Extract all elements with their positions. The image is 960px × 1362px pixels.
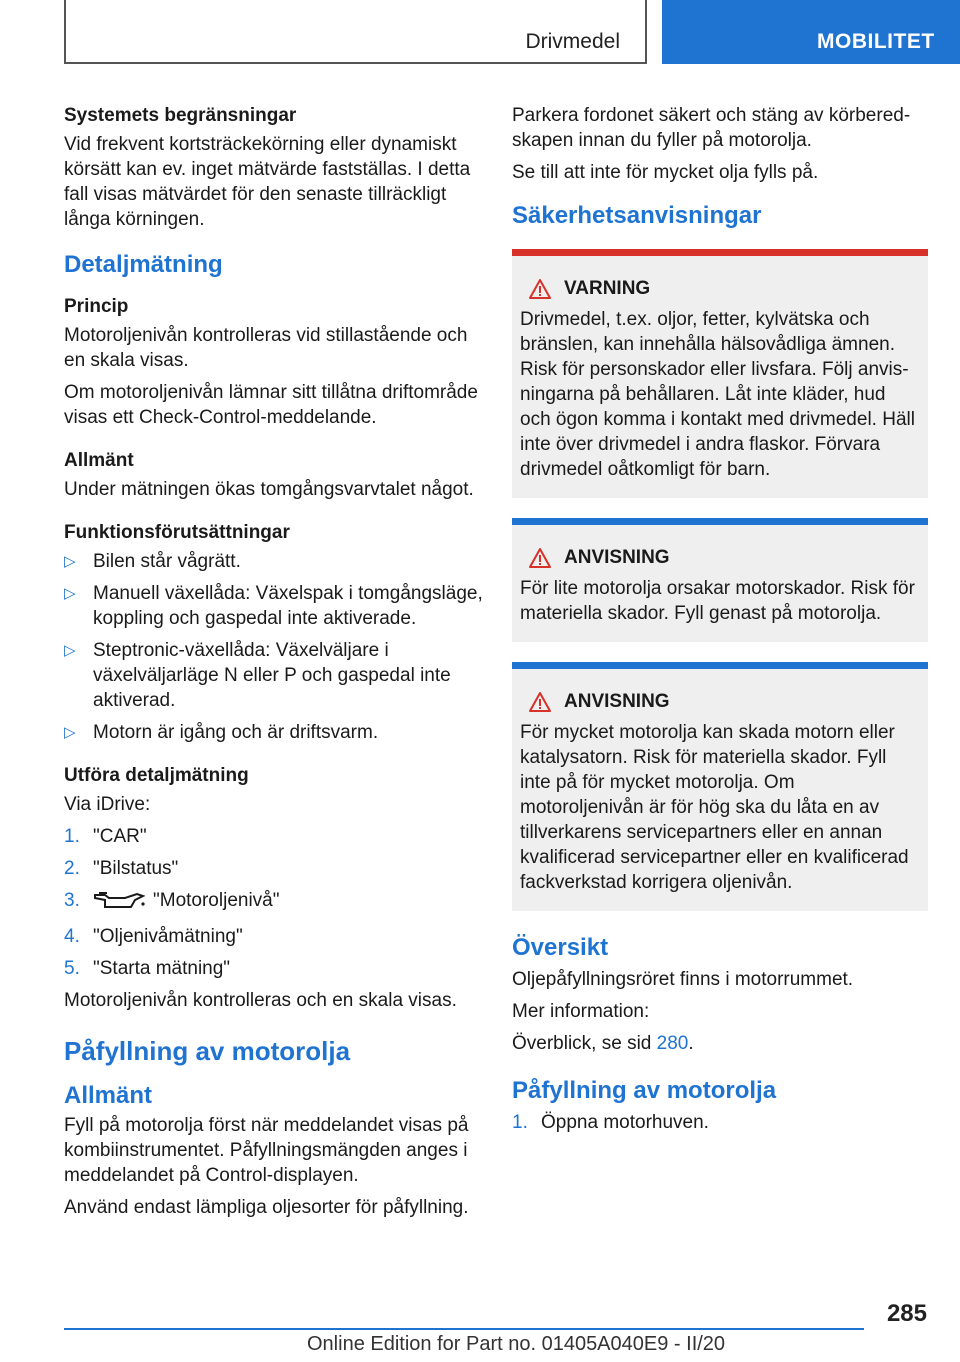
requirements-list	[64, 549, 484, 745]
overview-text-2: Mer information:	[512, 1001, 650, 1022]
list-item	[64, 638, 484, 713]
list-item	[64, 924, 484, 949]
header-section-title: Drivmedel	[525, 30, 620, 53]
step-text: "Starta mätning"	[93, 958, 231, 979]
system-limits-title: Systemets begränsningar	[64, 105, 297, 126]
oil-can-icon	[93, 890, 145, 917]
list-item-text: Manuell växellåda: Växelspak i tomgångsläge, koppling och gaspedal inte aktiverade.	[93, 583, 483, 629]
header-frame	[64, 0, 647, 64]
notice-triangle-icon	[528, 691, 552, 713]
intro-text-2: Se till att inte för mycket olja fylls på.	[512, 162, 819, 183]
step-number: 1.	[64, 826, 80, 847]
principle-text-2: Om motoroljenivån lämnar sitt tillåtna driftområde visas ett Check-Control-meddelande.	[64, 382, 478, 428]
oil-fill-general-heading: Allmänt	[64, 1082, 153, 1109]
list-item	[64, 956, 484, 981]
oil-fill-heading: Påfyllning av motorolja	[64, 1036, 351, 1066]
step-number: 4.	[64, 926, 80, 947]
list-item-text: Motorn är igång och är driftsvarm.	[93, 722, 379, 743]
system-limits-text: Vid frekvent kortsträckekörning eller dynamiskt körsätt kan ev. inget mätvärde fastställas. I detta fall visas mätvärdet för den senaste tillräckligt långa körningen.	[64, 134, 471, 230]
step-text: "CAR"	[93, 826, 147, 847]
step-number: 5.	[64, 958, 80, 979]
page-number: 285	[886, 1300, 927, 1327]
intro-text-1: Parkera fordonet säkert och stäng av körberedskapen innan du fyller på motorolja.	[512, 105, 911, 151]
list-item-text: Bilen står vågrätt.	[93, 551, 241, 572]
oil-fill-text-2: Använd endast lämpliga oljesorter för påfyllning.	[64, 1197, 469, 1218]
detail-measurement-heading: Detaljmätning	[64, 251, 223, 278]
overview-heading: Översikt	[512, 934, 609, 961]
notice-title: ANVISNING	[564, 691, 670, 712]
notice-text: För mycket motorolja kan skada motorn eller katalysatorn. Risk för materiella skador. Fyll inte på för mycket motorolja. Om motoroljenivån är för hög ska du låta en av tillverkarens servicepartners eller en annan kvalificerad servicepartner eller en kvalificerad fackverkstad korrigera oljenivån.	[520, 722, 909, 893]
bullet-triangle-icon: ▷	[64, 724, 76, 741]
result-text: Motoroljenivån kontrolleras och en skala visas.	[64, 990, 457, 1011]
step-text: "Oljenivåmätning"	[93, 926, 243, 947]
notice-triangle-icon	[528, 547, 552, 569]
list-item	[64, 549, 484, 574]
step-text: "Motoroljenivå"	[153, 890, 280, 911]
notice-box	[512, 662, 928, 911]
general-text: Under mätningen ökas tomgångsvarvtalet något.	[64, 479, 474, 500]
perform-title: Utföra detaljmätning	[64, 765, 249, 786]
step-number: 3.	[64, 890, 80, 911]
safety-heading: Säkerhetsanvisningar	[512, 202, 762, 229]
step-text: Öppna motorhuven.	[541, 1112, 709, 1133]
bullet-triangle-icon: ▷	[64, 585, 76, 602]
step-number: 2.	[64, 858, 80, 879]
oil-fill-heading-right: Påfyllning av motorolja	[512, 1077, 777, 1104]
bullet-triangle-icon: ▷	[64, 642, 76, 659]
notice-title-row	[520, 545, 920, 570]
notice-box	[512, 518, 928, 642]
notice-text: För lite motorolja orsakar motorskador. Risk för materiella skador. Fyll genast på motorolja.	[520, 578, 915, 624]
bullet-triangle-icon: ▷	[64, 553, 76, 570]
overview-text-1: Oljepåfyllningsröret finns i motorrummet.	[512, 969, 854, 990]
perform-text: Via iDrive:	[64, 794, 151, 815]
left-column	[64, 103, 484, 1227]
warning-triangle-icon	[528, 278, 552, 300]
requirements-title: Funktionsförutsättningar	[64, 522, 290, 543]
idrive-steps	[64, 824, 484, 981]
overview-ref-prefix: Överblick, se sid	[512, 1033, 657, 1054]
header-chapter-tab: MOBILITET	[662, 0, 960, 64]
principle-text-1: Motoroljenivån kontrolleras vid stillastående och en skala visas.	[64, 325, 468, 371]
notice-title-row	[520, 689, 920, 714]
footer-divider	[64, 1328, 864, 1330]
edition-footer: Online Edition for Part no. 01405A040E9 - II/20	[307, 1333, 726, 1355]
warning-title-row	[520, 276, 920, 301]
step-number: 1.	[512, 1112, 528, 1133]
warning-title: VARNING	[564, 278, 651, 299]
general-title: Allmänt	[64, 450, 134, 471]
oil-fill-steps	[512, 1110, 928, 1135]
list-item	[64, 824, 484, 849]
step-text: "Bilstatus"	[93, 858, 179, 879]
list-item	[64, 720, 484, 745]
principle-title: Princip	[64, 296, 129, 317]
list-item	[64, 856, 484, 881]
overview-ref-suffix: .	[688, 1033, 694, 1054]
right-column	[512, 103, 928, 1142]
warning-box	[512, 249, 928, 498]
warning-text: Drivmedel, t.ex. oljor, fetter, kylvätska och bränslen, kan innehålla hälsovådliga ämnen. Risk för personskador eller livsfara. Följ anvisningarna på behållaren. Låt inte kläder, hud och ögon komma i kontakt med drivmedel. Häll inte över drivmedel i andra flaskor. Förvara drivmedel oåtkomligt för barn.	[520, 309, 915, 480]
page-reference-link[interactable]: 280	[656, 1033, 689, 1054]
list-item	[64, 888, 484, 917]
list-item-text: Steptronic-växellåda: Växelväljare i växelväljarläge N eller P och gaspedal inte aktiverad.	[93, 640, 451, 711]
list-item	[64, 581, 484, 631]
overview-text-3	[512, 1031, 928, 1056]
list-item	[512, 1110, 928, 1135]
notice-title: ANVISNING	[564, 547, 670, 568]
oil-fill-text-1: Fyll på motorolja först när meddelandet visas på kombiinstrumentet. Påfyllningsmängden anges i meddelandet på Control-displayen.	[64, 1115, 469, 1186]
